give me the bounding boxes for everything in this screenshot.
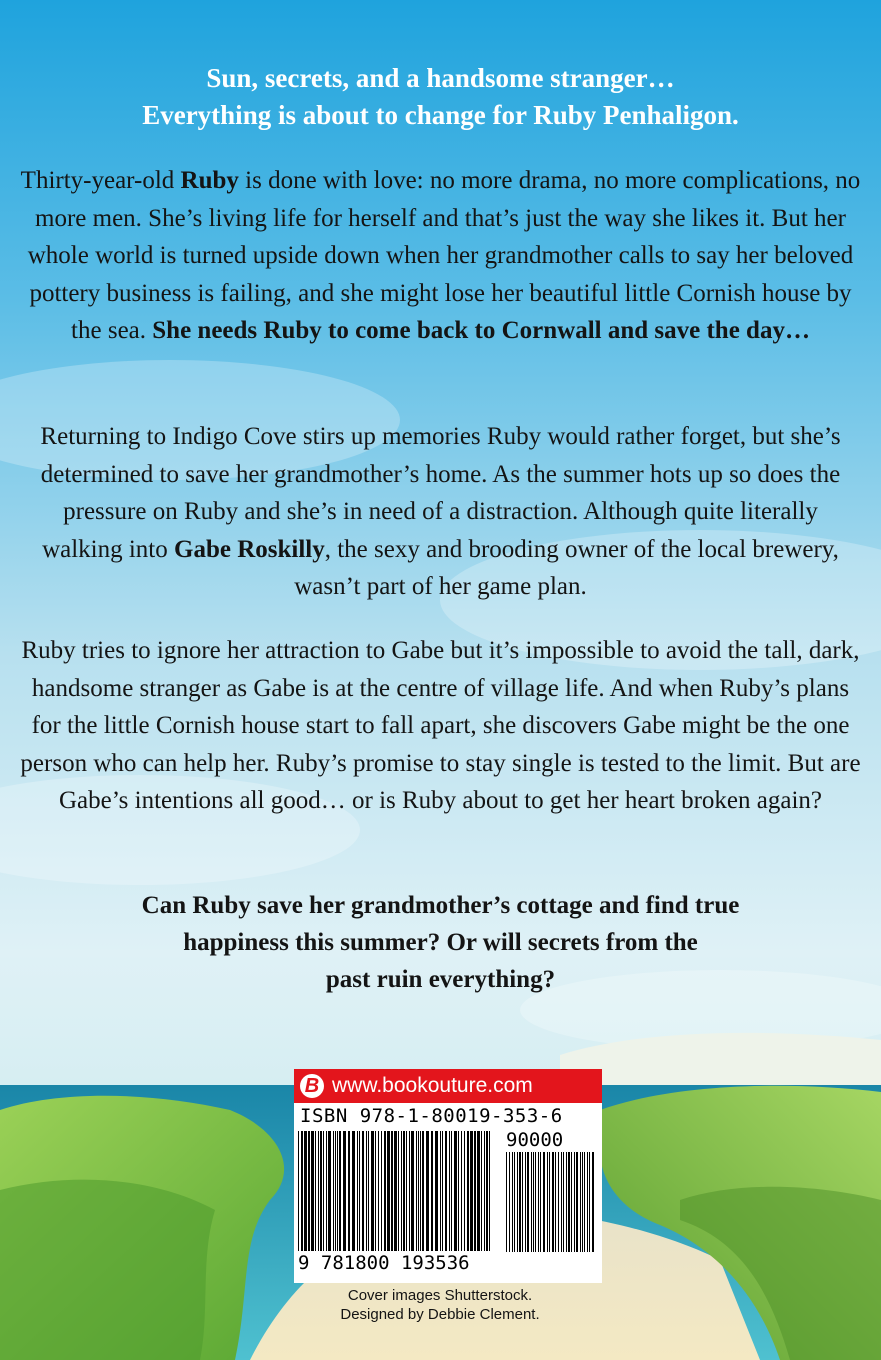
credits-line-1: Cover images Shutterstock. bbox=[347, 1287, 533, 1304]
barcode-bar bbox=[398, 1131, 399, 1251]
closing-line-2: happiness this summer? Or will secrets from the bbox=[183, 929, 698, 956]
barcode-bar bbox=[304, 1131, 307, 1251]
p2-text-end: , the sexy and brooding owner of the local brewery, wasn’t part of her game plan. bbox=[294, 535, 839, 600]
bookouture-logo-icon: B bbox=[300, 1074, 324, 1098]
barcode-bar bbox=[571, 1152, 572, 1252]
barcode-bar bbox=[484, 1131, 485, 1251]
tagline bbox=[20, 60, 861, 134]
cover-credits bbox=[230, 1286, 650, 1324]
barcode-bar bbox=[477, 1131, 480, 1251]
barcode-bar bbox=[326, 1131, 327, 1251]
barcode-bar bbox=[458, 1131, 459, 1251]
closing-question bbox=[20, 887, 861, 998]
barcode-bar bbox=[543, 1152, 545, 1252]
barcode-bar bbox=[323, 1131, 324, 1251]
barcode-bar bbox=[311, 1131, 314, 1251]
barcode-bar bbox=[464, 1131, 465, 1251]
barcode-bar bbox=[568, 1152, 570, 1252]
barcode-bar bbox=[461, 1131, 462, 1251]
barcode-bar bbox=[401, 1131, 402, 1251]
barcode-bar bbox=[574, 1152, 575, 1252]
barcode-bar bbox=[368, 1131, 369, 1251]
barcode-bar bbox=[308, 1131, 310, 1251]
barcode-bar bbox=[378, 1131, 379, 1251]
barcode-bar bbox=[359, 1131, 360, 1251]
barcode-bar bbox=[531, 1152, 532, 1252]
barcode-bar bbox=[449, 1131, 450, 1251]
barcode-bar bbox=[509, 1152, 510, 1252]
barcode-bar bbox=[555, 1152, 556, 1252]
p1-bold-ending: She needs Ruby to come back to Cornwall and save the day… bbox=[152, 317, 810, 344]
barcode-bar bbox=[563, 1152, 564, 1252]
barcode-bar bbox=[525, 1152, 526, 1252]
barcode-bar bbox=[527, 1152, 529, 1252]
barcode-bar bbox=[337, 1131, 338, 1251]
addon-barcode bbox=[506, 1152, 596, 1252]
barcode-bar bbox=[406, 1131, 407, 1251]
barcode-bar bbox=[318, 1131, 319, 1251]
barcode-bar bbox=[506, 1152, 507, 1252]
barcode-bar bbox=[549, 1152, 550, 1252]
ean-digits: 9 781800 193536 bbox=[298, 1252, 470, 1274]
p2-bold-name: Gabe Roskilly bbox=[174, 535, 325, 563]
barcode-bar bbox=[381, 1131, 382, 1251]
tagline-line-2: Everything is about to change for Ruby Penhaligon. bbox=[142, 100, 739, 130]
barcode-bar bbox=[411, 1131, 414, 1251]
barcode-bar bbox=[517, 1152, 518, 1252]
barcode-bar bbox=[371, 1131, 374, 1251]
barcode-bar bbox=[431, 1131, 433, 1251]
p1-bold-name: Ruby bbox=[180, 167, 239, 194]
barcode-bar bbox=[375, 1131, 376, 1251]
barcode-bar bbox=[394, 1131, 397, 1251]
barcode-bar bbox=[339, 1131, 341, 1251]
barcode-bar bbox=[352, 1131, 355, 1251]
barcode-bar bbox=[362, 1131, 364, 1251]
blurb-paragraph-1 bbox=[20, 162, 861, 350]
isbn-text: ISBN 978-1-80019-353-6 bbox=[300, 1105, 563, 1127]
barcode-bar bbox=[442, 1131, 443, 1251]
barcode-bar bbox=[561, 1152, 562, 1252]
barcode-bar bbox=[467, 1131, 469, 1251]
barcode-bar bbox=[426, 1131, 429, 1251]
barcode-bar bbox=[435, 1131, 438, 1251]
barcode-panel bbox=[294, 1069, 602, 1283]
barcode-bar bbox=[580, 1152, 581, 1252]
barcode-bar bbox=[451, 1131, 452, 1251]
barcode-bar bbox=[470, 1131, 473, 1251]
barcode-bar bbox=[589, 1152, 590, 1252]
barcode-bar bbox=[301, 1131, 303, 1251]
barcode-bar bbox=[538, 1152, 539, 1252]
barcode-bar bbox=[474, 1131, 476, 1251]
barcode-bar bbox=[592, 1152, 594, 1252]
barcode-bar bbox=[512, 1152, 513, 1252]
barcode-bar bbox=[320, 1131, 322, 1251]
barcode-bar bbox=[422, 1131, 424, 1251]
barcode-bar bbox=[576, 1152, 578, 1252]
barcode-bar bbox=[587, 1152, 588, 1252]
barcode-bar bbox=[440, 1131, 441, 1251]
barcode-bar bbox=[335, 1131, 336, 1251]
price-code: 90000 bbox=[506, 1129, 564, 1151]
barcode-bar bbox=[416, 1131, 417, 1251]
barcode-bar bbox=[486, 1131, 488, 1251]
blurb-paragraph-3: Ruby tries to ignore her attraction to Gabe but it’s impossible to avoid the tall, dark, handsome stranger as Gabe is at the centre of village life. And when Ruby’s plans for the little Cornish house start to fall apart, she discovers Gabe might be the one person who can help her. Ruby’s promise to stay single is tested to the limit. But are Gabe’s intentions all good… or is Ruby about to get her heart broken again? bbox=[20, 637, 861, 814]
barcode-bar bbox=[481, 1131, 482, 1251]
barcode-bar bbox=[584, 1152, 585, 1252]
barcode-bar bbox=[535, 1152, 536, 1252]
credits-line-2: Designed by Debbie Clement. bbox=[340, 1306, 540, 1323]
p1-text-middle: is done with love: no more drama, no more complications, no more men. She’s living life for herself and that’s just the way she likes it. But her whole world is turned upside down when her grandmother calls to say her beloved pottery business is failing, and she might lose her beautiful little Cornish house by the sea. bbox=[27, 167, 861, 344]
barcode-bar bbox=[418, 1131, 419, 1251]
barcode-bar bbox=[298, 1131, 299, 1251]
barcode-bar bbox=[403, 1131, 405, 1251]
blurb-paragraph-2 bbox=[20, 418, 861, 606]
publisher-banner bbox=[294, 1069, 602, 1103]
tagline-line-1: Sun, secrets, and a handsome stranger… bbox=[206, 63, 675, 93]
barcode-bar bbox=[387, 1131, 390, 1251]
barcode-bar bbox=[384, 1131, 386, 1251]
barcode-bar bbox=[552, 1152, 554, 1252]
barcode-bar bbox=[547, 1152, 548, 1252]
p2-text-start: Returning to Indigo Cove stirs up memories Ruby would rather forget, but she’s determined to save her grandmother’s home. As the summer hots up so does the pressure on Ruby and she’s in need of a distraction. Although quite literally walking into bbox=[40, 423, 841, 563]
barcode-bar bbox=[328, 1131, 331, 1251]
barcode-bar bbox=[566, 1152, 567, 1252]
barcode-bar bbox=[522, 1152, 523, 1252]
barcode-bar bbox=[420, 1131, 421, 1251]
barcode-bar bbox=[540, 1152, 541, 1252]
closing-line-1: Can Ruby save her grandmother’s cottage and find true bbox=[141, 892, 740, 919]
barcode-bar bbox=[558, 1152, 559, 1252]
ean-barcode bbox=[298, 1131, 492, 1251]
barcode-bar bbox=[454, 1131, 457, 1251]
barcode-bar bbox=[348, 1131, 350, 1251]
barcode-bar bbox=[445, 1131, 447, 1251]
barcode-bar bbox=[514, 1152, 515, 1252]
barcode-bar bbox=[582, 1152, 583, 1252]
p1-text-start: Thirty-year-old bbox=[20, 167, 181, 194]
barcode-bar bbox=[519, 1152, 521, 1252]
barcode-bar bbox=[357, 1131, 358, 1251]
closing-line-3: past ruin everything? bbox=[325, 966, 556, 993]
barcode-bar bbox=[366, 1131, 367, 1251]
barcode-bar bbox=[391, 1131, 393, 1251]
barcode-bar bbox=[333, 1131, 334, 1251]
barcode-bar bbox=[343, 1131, 346, 1251]
publisher-url: www.bookouture.com bbox=[332, 1074, 533, 1097]
barcode-bar bbox=[315, 1131, 316, 1251]
barcode-bar bbox=[489, 1131, 490, 1251]
barcode-bar bbox=[409, 1131, 410, 1251]
barcode-bar bbox=[533, 1152, 534, 1252]
